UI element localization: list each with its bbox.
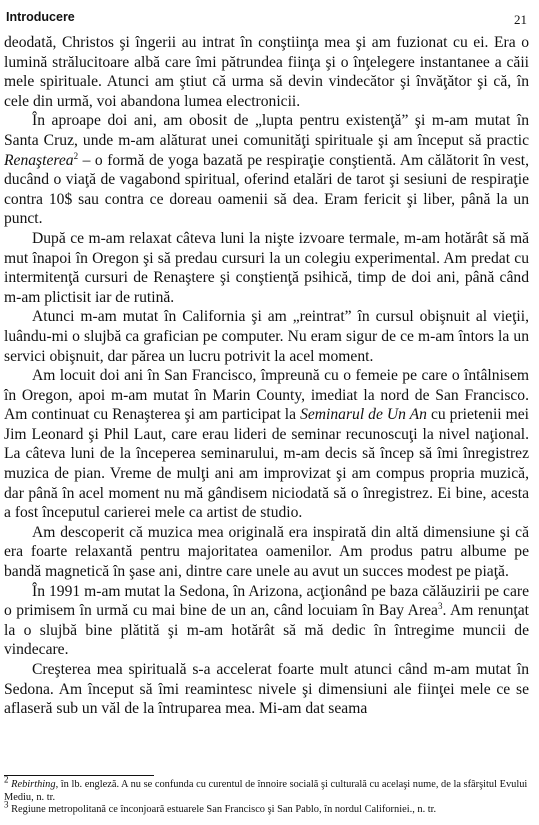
- text-run: cu prietenii mei Jim Leonard şi Phil Laut, care erau lideri de seminar recunoscuţi la nivel naţional. La câteva luni de la începerea seminarului, m-am decis să încep să îmi înregistrez muzica de pian. Vreme de mulţi ani am improvizat şi am compus propria muzică, dar până în acel moment nu mă gândisem niciodată să o înregistrez. Ei bine, acesta a fost începutul carierei mele ca artist de studio.: [4, 406, 530, 522]
- text-run: Am descoperit că muzica mea originală era inspirată din altă dimensiune şi că era foarte relaxantă pentru majoritatea oamenilor. Am produs patru albume pe bandă magnetică în şase ani, dintre care unele au avut un succes modest pe piaţă.: [4, 523, 529, 581]
- body-text: [4, 33, 529, 719]
- text-run: În 1991 m-am mutat la Sedona, în Arizona, acţionând pe baza călăuzirii pe care o primisem în urmă cu mai bine de un an, când locuiam în Bay Area: [4, 582, 529, 620]
- paragraph: [4, 582, 529, 660]
- footnote: [4, 799, 531, 817]
- text-run: Am locuit doi ani în San Francisco, împreună cu o femeie pe care o întâlnisem în Oregon, apoi m-am mutat în Marin County, imediat la nord de San Francisco. Am continuat cu Renaşterea şi am participat la: [4, 367, 529, 424]
- paragraph: [4, 366, 529, 523]
- paragraph: [4, 307, 529, 366]
- paragraph: [4, 229, 529, 307]
- page-header: [6, 10, 527, 30]
- footnote-reference: 3: [437, 601, 443, 612]
- text-run: Renaşterea: [4, 151, 74, 169]
- footnote-divider: [4, 775, 154, 776]
- text-run: În aproape doi ani, am obosit de „lupta pentru existenţă” şi m-am mutat în Santa Cruz, unde m-am alăturat unei comunităţi spirituale şi am început să practic: [4, 112, 529, 149]
- footnote-number: 2: [4, 774, 9, 785]
- footnotes: [4, 774, 531, 817]
- text-run: Seminarul de Un An: [300, 406, 427, 424]
- paragraph: [4, 33, 529, 111]
- text-run: Creşterea mea spirituală s-a accelerat foarte mult atunci când m-am mutat în Sedona. Am început să îmi reamintesc nivele şi dimensiuni ale fiinţei mele ce se aflaseră sub un văl de la întruparea mea. Mi-am dat seama: [4, 661, 529, 718]
- footnote-number: 3: [4, 799, 9, 810]
- paragraph: [4, 523, 529, 582]
- footnote-reference: 2: [73, 150, 79, 161]
- running-title: Introducere: [6, 10, 75, 24]
- paragraph: [4, 660, 529, 719]
- text-run: Regiune metropolitană ce înconjoară estuarele San Francisco şi San Pablo, în nordul Californiei., n. tr.: [11, 804, 437, 816]
- text-run: – o formă de yoga bazată pe respiraţie conştientă. Am călătorit în vest, ducând o viaţă de vagabond spiritual, oferind etalări de tarot şi sesiuni de respiraţie contra 10$ sau contra ce doreau oamenii să dea. Eram fericit şi liber, până la un punct.: [4, 151, 529, 228]
- text-run: deodată, Christos şi îngerii au intrat în conştiinţa mea şi am fuzionat cu ei. Era o lumină strălucitoare albă care îmi pătrundea fiinţa şi o înţelegere instantanee a căii mele spirituale. Atunci am ştiut că urma să devin vindecător şi învăţător şi că, în cele din urmă, voi abandona lumea electronicii.: [4, 34, 529, 110]
- text-run: Rebirthing: [11, 779, 56, 790]
- footnote: [4, 774, 531, 804]
- paragraph: [4, 111, 529, 229]
- page-number: 21: [514, 12, 527, 27]
- text-run: Atunci m-am mutat în California şi am „reintrat” în cursul obişnuit al vieţii, luându-mi o slujbă ca grafician pe computer. Nu eram sigur de ce m-am întors la un servici obişnuit, dar părea un lucru potrivit la acel moment.: [4, 308, 529, 365]
- text-run: . Am renunţat la o slujbă bine plătită şi m-am hotărât să mă dedic în întregime muncii de vindecare.: [4, 602, 529, 659]
- text-run: , în lb. engleză. A nu se confunda cu curentul de înnoire socială şi culturală cu acelaşi nume, de la sfârşitul Evului Mediu, n. tr.: [4, 779, 528, 803]
- text-run: După ce m-am relaxat câteva luni la nişte izvoare termale, m-am hotărât să mă mut înapoi în Oregon şi să predau cursuri la un colegiu experimental. Am predat cu intermitenţă cursuri de Renaştere şi conştienţă psihică, timp de doi ani, până când m-am plictisit iar de rutină.: [4, 229, 529, 306]
